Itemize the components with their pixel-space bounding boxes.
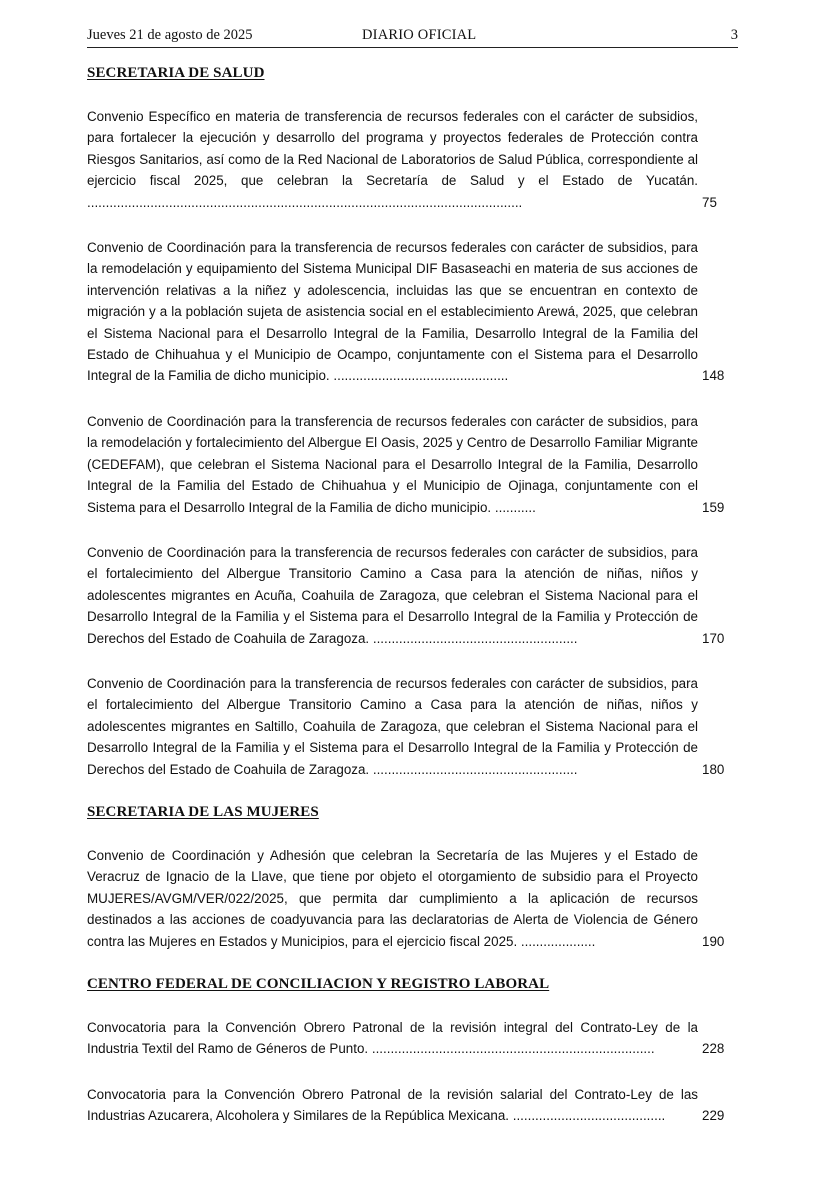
toc-entry[interactable] — [87, 845, 742, 952]
toc-entry[interactable] — [87, 106, 742, 213]
entry-text: Convenio de Coordinación y Adhesión que celebran la Secretaría de las Mujeres y el Estado de Veracruz de Ignacio de la Llave, que tiene por objeto el otorgamiento de subsidio para el Proyecto MUJERES/AVGM/VER/022/2025, que permita dar cumplimiento a la aplicación de recursos destinados a las acciones de coadyuvancia para las declaratorias de Alerta de Violencia de Género contra las Mujeres en Estados y Municipios, para el ejercicio fiscal 2025. — [87, 847, 698, 949]
entry-leader-dots: .................... — [517, 933, 596, 949]
header-date: Jueves 21 de agosto de 2025 — [87, 27, 253, 43]
entry-page-number: 190 — [702, 933, 725, 949]
page-header — [87, 27, 738, 48]
section-secretaria-de-salud — [87, 65, 742, 780]
entry-page-number: 148 — [702, 368, 725, 384]
section-title: SECRETARIA DE LAS MUJERES — [87, 803, 319, 820]
entry-leader-dots: ....................................................... — [369, 630, 578, 646]
entry-page-number: 75 — [702, 194, 717, 210]
toc-entry[interactable] — [87, 673, 742, 780]
entry-text: Convenio Específico en materia de transferencia de recursos federales con el carácter de subsidios, para fortalecer la ejecución y desarrollo del programa y proyectos federales de Protección contra Riesgos Sanitarios, así como de la Red Nacional de Laboratorios de Salud Pública, correspondiente al ejercicio fiscal 2025, que celebran la Secretaría de Salud y el Estado de Yucatán. — [87, 109, 698, 189]
entry-leader-dots: ..................................................................................................................... — [87, 194, 523, 210]
entry-text: Convocatoria para la Convención Obrero Patronal de la revisión salarial del Contrato-Ley de las Industrias Azucarera, Alcoholera y Similares de la República Mexicana. — [87, 1086, 698, 1124]
toc-entry[interactable] — [87, 1084, 742, 1127]
header-page-number: 3 — [730, 27, 738, 43]
entry-page-number: 228 — [702, 1041, 725, 1057]
entry-text: Convenio de Coordinación para la transferencia de recursos federales con carácter de subsidios, para la remodelación y equipamiento del Sistema Municipal DIF Basaseachi en materia de sus acciones de intervención relativas a la niñez y adolescencia, incluidas las que se encuentran en contexto de migración y a la población sujeta de asistencia social en el establecimiento Arewá, 2025, que celebran el Sistema Nacional para el Desarrollo Integral de la Familia, Desarrollo Integral de la Familia del Estado de Chihuahua y el Municipio de Ocampo, conjuntamente con el Sistema para el Desarrollo Integral de la Familia de dicho municipio. — [87, 240, 698, 384]
entry-leader-dots: ........... — [491, 499, 536, 515]
entry-text: Convocatoria para la Convención Obrero Patronal de la revisión integral del Contrato-Ley de la Industria Textil del Ramo de Géneros de Punto. — [87, 1020, 698, 1057]
toc-entry[interactable] — [87, 237, 742, 387]
section-title: SECRETARIA DE SALUD — [87, 65, 265, 81]
entry-text: Convenio de Coordinación para la transferencia de recursos federales con carácter de subsidios, para el fortalecimiento del Albergue Transitorio Camino a Casa para la atención de niñas, niños y adolescentes migrantes en Acuña, Coahuila de Zaragoza, que celebran el Sistema Nacional para el Desarrollo Integral de la Familia y el Sistema para el Desarrollo Integral de la Familia y Protección de Derechos del Estado de Coahuila de Zaragoza. — [87, 544, 698, 646]
toc-entry[interactable] — [87, 542, 742, 649]
entry-leader-dots: ............................................................................ — [368, 1041, 655, 1057]
entry-page-number: 229 — [702, 1108, 725, 1124]
entry-page-number: 170 — [702, 630, 725, 646]
entry-page-number: 159 — [702, 499, 725, 515]
toc-entry[interactable] — [87, 411, 742, 518]
entry-text: Convenio de Coordinación para la transferencia de recursos federales con carácter de subsidios, para el fortalecimiento del Albergue Transitorio Camino a Casa para la atención de niñas, niños y adolescentes migrantes en Saltillo, Coahuila de Zaragoza, que celebran el Sistema Nacional para el Desarrollo Integral de la Familia y el Sistema para el Desarrollo Integral de la Familia y Protección de Derechos del Estado de Coahuila de Zaragoza. — [87, 675, 698, 777]
toc-entry[interactable] — [87, 1017, 742, 1060]
entry-text: Convenio de Coordinación para la transferencia de recursos federales con carácter de subsidios, para la remodelación y fortalecimiento del Albergue El Oasis, 2025 y Centro de Desarrollo Familiar Migrante (CEDEFAM), que celebran el Sistema Nacional para el Desarrollo Integral de la Familia, Desarrollo Integral de la Familia del Estado de Chihuahua y el Municipio de Ojinaga, conjuntamente con el Sistema para el Desarrollo Integral de la Familia de dicho municipio. — [87, 413, 698, 515]
table-of-contents — [87, 65, 742, 1151]
entry-leader-dots: ............................................... — [329, 368, 509, 384]
entry-page-number: 180 — [702, 761, 725, 777]
entry-leader-dots: ....................................................... — [369, 761, 578, 777]
section-title: CENTRO FEDERAL DE CONCILIACION Y REGISTRO LABORAL — [87, 976, 550, 992]
entry-leader-dots: ......................................... — [509, 1108, 666, 1124]
section-secretaria-de-las-mujeres — [87, 804, 742, 952]
section-centro-federal-conciliacion — [87, 976, 742, 1127]
header-publication-title: DIARIO OFICIAL — [362, 27, 477, 43]
